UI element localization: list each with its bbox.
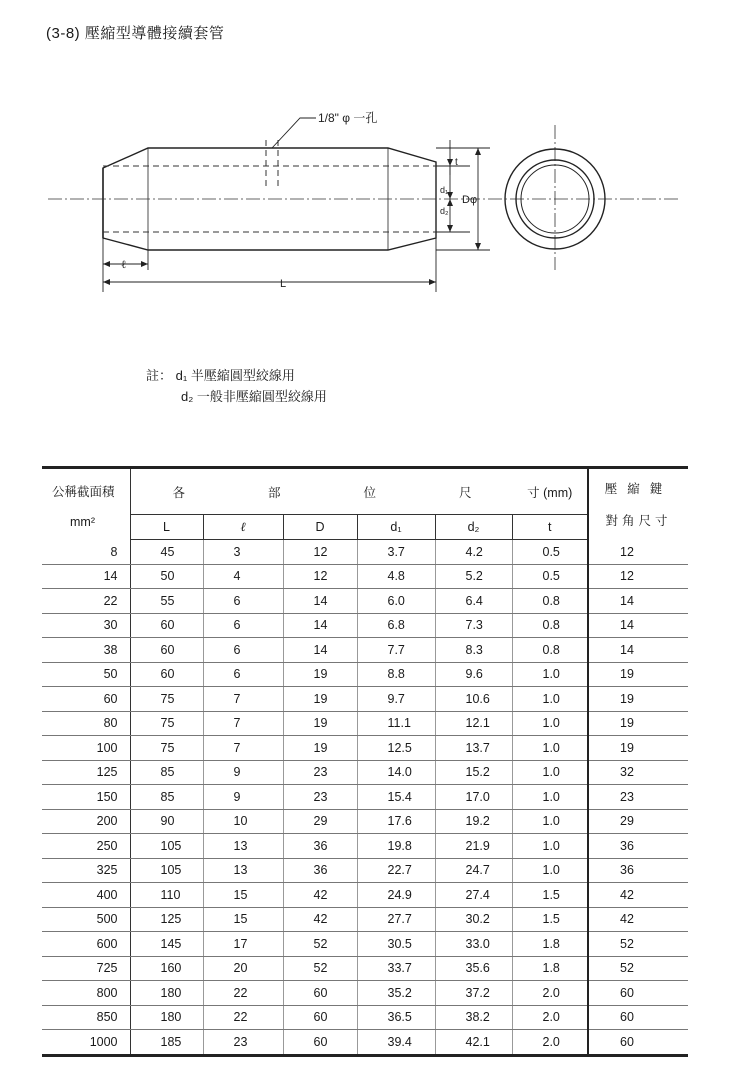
cell-dim: 105 bbox=[130, 858, 203, 883]
cell-dim: 4.2 bbox=[435, 540, 512, 565]
die-header bbox=[588, 468, 688, 540]
cell-dim: 35.2 bbox=[357, 981, 435, 1006]
D-label: Dφ bbox=[462, 194, 478, 206]
die-header-line2: 對角尺寸 bbox=[605, 514, 672, 529]
L-label: L bbox=[280, 278, 287, 290]
cell-die: 60 bbox=[588, 981, 688, 1006]
cell-area: 14 bbox=[42, 564, 130, 589]
table-row bbox=[42, 638, 688, 663]
cell-dim: 1.0 bbox=[512, 662, 588, 687]
cell-die: 12 bbox=[588, 540, 688, 565]
cell-dim: 15.4 bbox=[357, 785, 435, 810]
cell-die: 23 bbox=[588, 785, 688, 810]
cell-dim: 60 bbox=[283, 981, 357, 1006]
cell-dim: 1.8 bbox=[512, 932, 588, 957]
cell-dim: 19 bbox=[283, 662, 357, 687]
cell-dim: 2.0 bbox=[512, 1005, 588, 1030]
table-row bbox=[42, 564, 688, 589]
cell-dim: 29 bbox=[283, 809, 357, 834]
cell-dim: 9 bbox=[203, 760, 283, 785]
cell-area: 250 bbox=[42, 834, 130, 859]
cell-dim: 38.2 bbox=[435, 1005, 512, 1030]
dims-header bbox=[130, 468, 588, 515]
cell-dim: 19.8 bbox=[357, 834, 435, 859]
d2-label: d₂ bbox=[440, 206, 449, 216]
cell-dim: 6.0 bbox=[357, 589, 435, 614]
cell-dim: 14.0 bbox=[357, 760, 435, 785]
cell-dim: 1.0 bbox=[512, 809, 588, 834]
cell-dim: 110 bbox=[130, 883, 203, 908]
cell-dim: 85 bbox=[130, 785, 203, 810]
table-row bbox=[42, 907, 688, 932]
area-header-unit: mm² bbox=[70, 514, 95, 529]
cell-dim: 19 bbox=[283, 736, 357, 761]
cell-dim: 85 bbox=[130, 760, 203, 785]
cell-dim: 145 bbox=[130, 932, 203, 957]
cell-die: 12 bbox=[588, 564, 688, 589]
cell-dim: 75 bbox=[130, 736, 203, 761]
cell-area: 100 bbox=[42, 736, 130, 761]
cell-dim: 1.0 bbox=[512, 834, 588, 859]
cell-dim: 6 bbox=[203, 613, 283, 638]
cell-dim: 12 bbox=[283, 564, 357, 589]
cell-die: 52 bbox=[588, 932, 688, 957]
die-header-line1: 壓縮鍵 bbox=[604, 482, 673, 497]
dims-header-char: 寸 (mm) bbox=[527, 485, 573, 500]
cell-area: 22 bbox=[42, 589, 130, 614]
cell-die: 60 bbox=[588, 1005, 688, 1030]
cell-dim: 9 bbox=[203, 785, 283, 810]
table-row bbox=[42, 785, 688, 810]
cell-dim: 15.2 bbox=[435, 760, 512, 785]
area-header bbox=[42, 468, 130, 540]
cell-dim: 52 bbox=[283, 956, 357, 981]
cell-die: 42 bbox=[588, 883, 688, 908]
cell-area: 30 bbox=[42, 613, 130, 638]
t-label: t bbox=[455, 157, 458, 168]
table-row bbox=[42, 736, 688, 761]
cell-dim: 3 bbox=[203, 540, 283, 565]
cell-die: 36 bbox=[588, 834, 688, 859]
note-d1: 註： d₁ 半壓縮圓型絞線用 bbox=[146, 368, 295, 383]
cell-dim: 21.9 bbox=[435, 834, 512, 859]
cell-dim: 15 bbox=[203, 883, 283, 908]
cell-area: 725 bbox=[42, 956, 130, 981]
dims-header-char: 位 bbox=[363, 485, 376, 500]
cell-dim: 12.5 bbox=[357, 736, 435, 761]
l-label: ℓ bbox=[121, 259, 127, 271]
cell-dim: 27.4 bbox=[435, 883, 512, 908]
cell-dim: 36.5 bbox=[357, 1005, 435, 1030]
cell-dim: 13 bbox=[203, 834, 283, 859]
cell-die: 14 bbox=[588, 589, 688, 614]
cell-dim: 15 bbox=[203, 907, 283, 932]
table-row bbox=[42, 711, 688, 736]
table-body bbox=[42, 540, 688, 1056]
table-row bbox=[42, 760, 688, 785]
dims-header-char: 部 bbox=[268, 485, 281, 500]
cell-dim: 17.0 bbox=[435, 785, 512, 810]
cell-dim: 13 bbox=[203, 858, 283, 883]
cell-dim: 52 bbox=[283, 932, 357, 957]
cell-dim: 14 bbox=[283, 589, 357, 614]
cell-dim: 0.8 bbox=[512, 638, 588, 663]
cell-dim: 8.8 bbox=[357, 662, 435, 687]
col-header-l: ℓ bbox=[203, 515, 283, 540]
cell-dim: 1.0 bbox=[512, 858, 588, 883]
cell-dim: 7.3 bbox=[435, 613, 512, 638]
table-row bbox=[42, 589, 688, 614]
cell-dim: 33.7 bbox=[357, 956, 435, 981]
cell-dim: 4 bbox=[203, 564, 283, 589]
cell-dim: 185 bbox=[130, 1030, 203, 1056]
cell-dim: 4.8 bbox=[357, 564, 435, 589]
cell-dim: 12 bbox=[283, 540, 357, 565]
cell-die: 60 bbox=[588, 1030, 688, 1056]
cell-dim: 9.7 bbox=[357, 687, 435, 712]
cell-dim: 7 bbox=[203, 736, 283, 761]
table-row bbox=[42, 809, 688, 834]
cell-area: 38 bbox=[42, 638, 130, 663]
table-row bbox=[42, 662, 688, 687]
cell-dim: 105 bbox=[130, 834, 203, 859]
cell-dim: 125 bbox=[130, 907, 203, 932]
cell-area: 125 bbox=[42, 760, 130, 785]
cell-dim: 14 bbox=[283, 638, 357, 663]
cell-dim: 0.5 bbox=[512, 540, 588, 565]
cell-dim: 42 bbox=[283, 883, 357, 908]
cell-dim: 50 bbox=[130, 564, 203, 589]
cell-dim: 75 bbox=[130, 711, 203, 736]
cell-dim: 36 bbox=[283, 858, 357, 883]
cell-dim: 39.4 bbox=[357, 1030, 435, 1056]
cell-dim: 180 bbox=[130, 981, 203, 1006]
table-row bbox=[42, 834, 688, 859]
dims-header-char: 各 bbox=[172, 485, 186, 500]
cell-dim: 7.7 bbox=[357, 638, 435, 663]
cell-die: 19 bbox=[588, 736, 688, 761]
cell-dim: 7 bbox=[203, 687, 283, 712]
cell-area: 325 bbox=[42, 858, 130, 883]
cell-dim: 10 bbox=[203, 809, 283, 834]
cell-die: 14 bbox=[588, 638, 688, 663]
cell-die: 14 bbox=[588, 613, 688, 638]
cell-die: 36 bbox=[588, 858, 688, 883]
cell-die: 19 bbox=[588, 711, 688, 736]
cell-dim: 11.1 bbox=[357, 711, 435, 736]
cell-area: 8 bbox=[42, 540, 130, 565]
cell-dim: 0.5 bbox=[512, 564, 588, 589]
cell-area: 200 bbox=[42, 809, 130, 834]
cell-dim: 20 bbox=[203, 956, 283, 981]
cell-dim: 6 bbox=[203, 638, 283, 663]
cell-dim: 12.1 bbox=[435, 711, 512, 736]
cell-dim: 36 bbox=[283, 834, 357, 859]
cell-dim: 27.7 bbox=[357, 907, 435, 932]
table-row bbox=[42, 613, 688, 638]
hole-label: 1/8" φ 一孔 bbox=[318, 111, 378, 125]
table-row bbox=[42, 858, 688, 883]
table-row bbox=[42, 883, 688, 908]
cell-dim: 1.5 bbox=[512, 907, 588, 932]
table-row bbox=[42, 981, 688, 1006]
cell-dim: 14 bbox=[283, 613, 357, 638]
cell-dim: 23 bbox=[283, 785, 357, 810]
cell-area: 80 bbox=[42, 711, 130, 736]
cell-area: 1000 bbox=[42, 1030, 130, 1056]
cell-dim: 6 bbox=[203, 662, 283, 687]
cell-dim: 60 bbox=[130, 613, 203, 638]
col-header-t: t bbox=[512, 515, 588, 540]
cell-dim: 23 bbox=[283, 760, 357, 785]
cell-area: 150 bbox=[42, 785, 130, 810]
cell-dim: 10.6 bbox=[435, 687, 512, 712]
cell-dim: 30.2 bbox=[435, 907, 512, 932]
cell-area: 500 bbox=[42, 907, 130, 932]
cell-dim: 37.2 bbox=[435, 981, 512, 1006]
cell-area: 400 bbox=[42, 883, 130, 908]
cell-dim: 1.0 bbox=[512, 785, 588, 810]
cell-dim: 6.4 bbox=[435, 589, 512, 614]
cell-dim: 35.6 bbox=[435, 956, 512, 981]
cell-die: 19 bbox=[588, 687, 688, 712]
col-header-d2: d₂ bbox=[435, 515, 512, 540]
cell-dim: 1.8 bbox=[512, 956, 588, 981]
table-row bbox=[42, 540, 688, 565]
cell-dim: 7 bbox=[203, 711, 283, 736]
cell-dim: 19 bbox=[283, 711, 357, 736]
cell-dim: 160 bbox=[130, 956, 203, 981]
cell-dim: 42 bbox=[283, 907, 357, 932]
cell-dim: 1.0 bbox=[512, 736, 588, 761]
dims-header-char: 尺 bbox=[458, 485, 472, 500]
cell-dim: 3.7 bbox=[357, 540, 435, 565]
cell-dim: 55 bbox=[130, 589, 203, 614]
note-d2: d₂ 一般非壓縮圓型絞線用 bbox=[181, 389, 327, 404]
cell-dim: 19 bbox=[283, 687, 357, 712]
cell-dim: 24.7 bbox=[435, 858, 512, 883]
cell-dim: 33.0 bbox=[435, 932, 512, 957]
cell-dim: 60 bbox=[283, 1030, 357, 1056]
cell-dim: 30.5 bbox=[357, 932, 435, 957]
cell-dim: 19.2 bbox=[435, 809, 512, 834]
d1-label: d₁ bbox=[440, 185, 449, 195]
cell-dim: 6.8 bbox=[357, 613, 435, 638]
page-title: (3-8) 壓縮型導體接續套管 bbox=[46, 25, 225, 42]
cell-dim: 9.6 bbox=[435, 662, 512, 687]
table-row bbox=[42, 1005, 688, 1030]
cell-dim: 22 bbox=[203, 1005, 283, 1030]
cell-dim: 22 bbox=[203, 981, 283, 1006]
cell-dim: 1.5 bbox=[512, 883, 588, 908]
cell-dim: 1.0 bbox=[512, 687, 588, 712]
col-header-d1: d₁ bbox=[357, 515, 435, 540]
cell-dim: 23 bbox=[203, 1030, 283, 1056]
spec-table bbox=[42, 466, 688, 1057]
cell-dim: 17.6 bbox=[357, 809, 435, 834]
cell-dim: 13.7 bbox=[435, 736, 512, 761]
table-row bbox=[42, 687, 688, 712]
cell-dim: 5.2 bbox=[435, 564, 512, 589]
cell-dim: 24.9 bbox=[357, 883, 435, 908]
col-header-D: D bbox=[283, 515, 357, 540]
cell-dim: 60 bbox=[130, 662, 203, 687]
table-row bbox=[42, 956, 688, 981]
col-header-L: L bbox=[130, 515, 203, 540]
cell-area: 600 bbox=[42, 932, 130, 957]
cell-dim: 22.7 bbox=[357, 858, 435, 883]
cell-dim: 180 bbox=[130, 1005, 203, 1030]
cell-dim: 1.0 bbox=[512, 760, 588, 785]
cell-dim: 8.3 bbox=[435, 638, 512, 663]
cell-dim: 6 bbox=[203, 589, 283, 614]
cell-dim: 1.0 bbox=[512, 711, 588, 736]
table-row bbox=[42, 932, 688, 957]
cell-dim: 0.8 bbox=[512, 613, 588, 638]
cell-die: 19 bbox=[588, 662, 688, 687]
cell-dim: 2.0 bbox=[512, 981, 588, 1006]
cell-die: 29 bbox=[588, 809, 688, 834]
cell-dim: 75 bbox=[130, 687, 203, 712]
cell-dim: 0.8 bbox=[512, 589, 588, 614]
table-row bbox=[42, 1030, 688, 1056]
cell-dim: 17 bbox=[203, 932, 283, 957]
area-header-label: 公稱截面積 bbox=[52, 484, 115, 499]
cell-dim: 90 bbox=[130, 809, 203, 834]
cell-dim: 42.1 bbox=[435, 1030, 512, 1056]
cell-die: 42 bbox=[588, 907, 688, 932]
cell-area: 60 bbox=[42, 687, 130, 712]
cell-die: 32 bbox=[588, 760, 688, 785]
cell-area: 850 bbox=[42, 1005, 130, 1030]
cell-area: 800 bbox=[42, 981, 130, 1006]
cell-die: 52 bbox=[588, 956, 688, 981]
cell-area: 50 bbox=[42, 662, 130, 687]
cell-dim: 60 bbox=[130, 638, 203, 663]
sleeve-drawing bbox=[0, 0, 737, 330]
cell-dim: 60 bbox=[283, 1005, 357, 1030]
cell-dim: 45 bbox=[130, 540, 203, 565]
cell-dim: 2.0 bbox=[512, 1030, 588, 1056]
